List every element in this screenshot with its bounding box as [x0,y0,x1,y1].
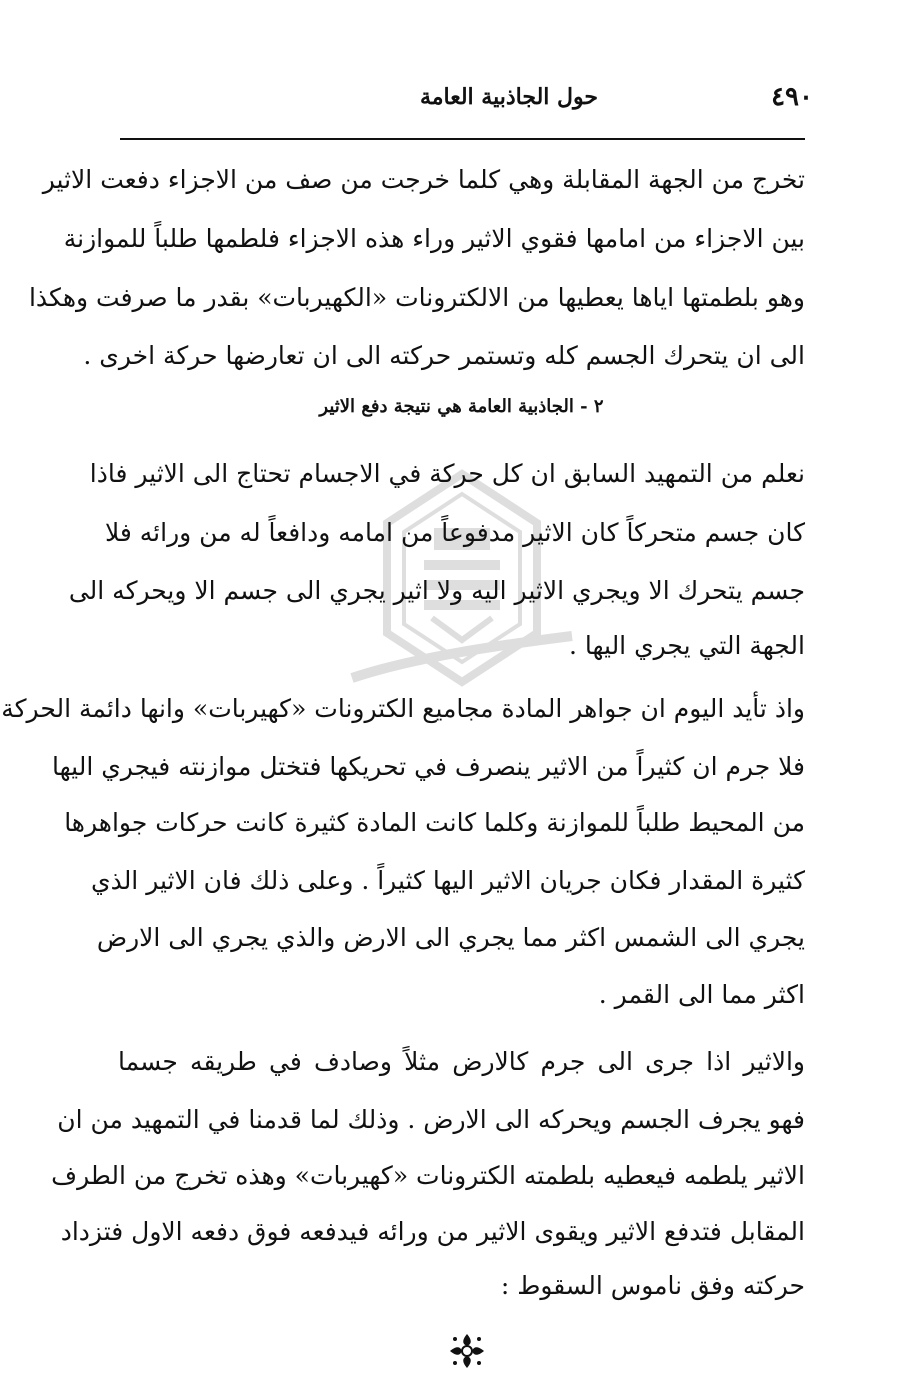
text-line: جسم يتحرك الا ويجري الاثير اليه ولا اثير يجري الى جسم الا ويحركه الى [68,576,805,605]
section-heading: ٢ - الجاذبية العامة هي نتيجة دفع الاثير [319,396,604,417]
text-line: من المحيط طلباً للموازنة وكلما كانت المادة كثيرة كانت حركات جواهرها [64,808,805,837]
text-line: كثيرة المقدار فكان جريان الاثير اليها كثيراً . وعلى ذلك فان الاثير الذي [91,866,805,895]
page-number: ٤٩٠ [771,82,813,112]
text-line: بين الاجزاء من امامها فقوي الاثير وراء هذه الاجزاء فلطمها طلباً للموازنة [63,224,805,253]
text-line: نعلم من التمهيد السابق ان كل حركة في الاجسام تحتاج الى الاثير فاذا [89,459,805,488]
text-line: واذ تأيد اليوم ان جواهر المادة مجاميع الكترونات «كهيربات» وانها دائمة الحركة [1,694,805,723]
header-rule [120,138,805,140]
text-line: الى ان يتحرك الجسم كله وتستمر حركته الى ان تعارضها حركة اخرى . [83,341,805,370]
floral-ornament-icon [446,1330,488,1372]
page-header [110,82,813,122]
text-line: تخرج من الجهة المقابلة وهي كلما خرجت من صف من الاجزاء دفعت الاثير [42,165,805,194]
text-line: اكثر مما الى القمر . [598,980,805,1009]
text-line: المقابل فتدفع الاثير ويقوى الاثير من ورائه فيدفعه فوق دفعه الاول فتزداد [60,1217,805,1246]
text-line: الجهة التي يجري اليها . [568,631,805,660]
text-line: يجري الى الشمس اكثر مما يجري الى الارض والذي يجري الى الارض [96,923,805,952]
text-line: وهو بلطمتها اياها يعطيها من الالكترونات «الكهيربات» بقدر ما صرفت وهكذا [28,283,805,312]
text-line: فهو يجرف الجسم ويحركه الى الارض . وذلك لما قدمنا في التمهيد من ان [57,1105,805,1134]
running-title: حول الجاذبية العامة [419,84,598,110]
text-line: والاثير اذا جرى الى جرم كالارض مثلاً وصادف في طريقه جسما [118,1047,805,1076]
text-line: كان جسم متحركاً كان الاثير مدفوعاً من امامه ودافعاً له من ورائه فلا [104,518,805,547]
text-line: فلا جرم ان كثيراً من الاثير ينصرف في تحريكها فتختل موازنته فيجري اليها [52,752,805,781]
text-line: الاثير يلطمه فيعطيه بلطمته الكترونات «كهيربات» وهذه تخرج من الطرف [51,1161,805,1190]
text-line: حركته وفق ناموس السقوط : [500,1271,805,1300]
